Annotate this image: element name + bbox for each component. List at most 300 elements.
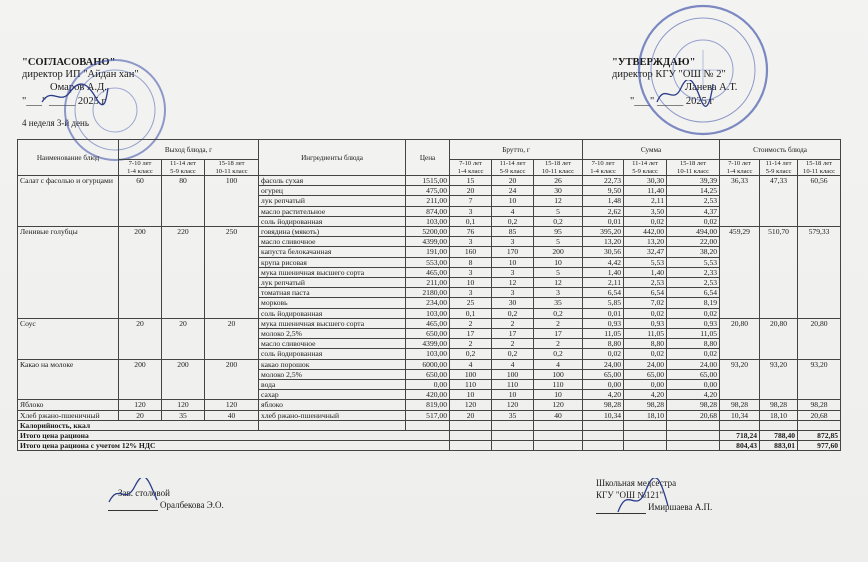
ingredient-sum: 10,34 — [583, 410, 624, 420]
ingredient-sum: 2,53 — [667, 278, 720, 288]
table-row — [18, 359, 841, 369]
ingredient-gross: 76 — [450, 227, 492, 237]
ingredient-gross: 3 — [492, 288, 534, 298]
ingredient-gross: 5 — [534, 267, 583, 277]
ingredient-sum: 1,48 — [583, 196, 624, 206]
dish-cost: 93,20 — [798, 359, 841, 400]
grade-header — [583, 160, 624, 176]
dish-cost: 93,20 — [720, 359, 760, 400]
ingredient-name: мука пшеничная высшего сорта — [259, 318, 406, 328]
grade-age: 15-18 лет — [544, 160, 572, 168]
ingredient-name: мука пшеничная высшего сорта — [259, 267, 406, 277]
col-header-sum: Сумма — [583, 140, 720, 160]
ingredient-name: вода — [259, 380, 406, 390]
seal-right-icon — [628, 2, 778, 142]
dish-cost: 93,20 — [760, 359, 798, 400]
ingredient-sum: 0,01 — [583, 308, 624, 318]
ingredient-gross: 2 — [534, 318, 583, 328]
ingredient-name: соль йодированная — [259, 216, 406, 226]
ingredient-gross: 5 — [534, 237, 583, 247]
empty-cell — [624, 431, 667, 441]
ingredient-price: 465,00 — [406, 318, 450, 328]
grade-age: 15-18 лет — [218, 160, 245, 168]
ingredient-sum: 8,80 — [583, 339, 624, 349]
ingredient-name: фасоль сухая — [259, 176, 406, 186]
empty-cell — [492, 420, 534, 430]
right-approval-date: "___" _____ 2025 г — [630, 96, 714, 107]
ingredient-sum: 11,05 — [624, 329, 667, 339]
dish-yield: 35 — [162, 410, 205, 420]
empty-cell — [624, 441, 667, 451]
total-row-label: Итого цена рациона — [18, 431, 450, 441]
ingredient-price: 517,00 — [406, 410, 450, 420]
grade-header — [624, 160, 667, 176]
grade-header — [798, 160, 841, 176]
ingredient-gross: 3 — [450, 288, 492, 298]
ingredient-name: соль йодированная — [259, 308, 406, 318]
ingredient-price: 103,00 — [406, 349, 450, 359]
ingredient-gross: 0,2 — [534, 216, 583, 226]
ingredient-sum: 8,80 — [667, 339, 720, 349]
total-vat-row — [18, 441, 841, 451]
ingredient-sum: 2,53 — [624, 278, 667, 288]
ingredient-sum: 0,93 — [667, 318, 720, 328]
total-vat-row-value: 883,01 — [760, 441, 798, 451]
ingredient-sum: 11,40 — [624, 186, 667, 196]
empty-cell — [259, 420, 406, 430]
ingredient-price: 650,00 — [406, 329, 450, 339]
dish-cost: 98,28 — [760, 400, 798, 410]
grade-age: 15-18 лет — [679, 160, 707, 168]
total-row-value: 872,85 — [798, 431, 841, 441]
ingredient-sum: 32,47 — [624, 247, 667, 257]
ingredient-price: 420,00 — [406, 390, 450, 400]
dish-yield: 220 — [162, 227, 205, 319]
ingredient-sum: 7,02 — [624, 298, 667, 308]
dish-name: Ленивые голубцы — [18, 227, 119, 319]
ingredient-name: молоко 2,5% — [259, 329, 406, 339]
ingredient-gross: 0,1 — [450, 308, 492, 318]
empty-cell — [667, 441, 720, 451]
ingredient-sum: 3,50 — [624, 206, 667, 216]
ingredient-price: 0,00 — [406, 380, 450, 390]
grade-age: 7-10 лет — [591, 160, 615, 168]
ingredient-name: лук репчатый — [259, 278, 406, 288]
col-header-name: Наименование блюд — [18, 140, 119, 176]
col-header-ingredients: Ингредиенты блюда — [259, 140, 406, 176]
ingredient-gross: 0,2 — [492, 349, 534, 359]
ingredient-sum: 2,62 — [583, 206, 624, 216]
ingredient-sum: 30,56 — [583, 247, 624, 257]
ingredient-gross: 3 — [534, 288, 583, 298]
dish-yield: 200 — [119, 359, 162, 400]
ingredient-gross: 3 — [450, 237, 492, 247]
ingredient-price: 465,00 — [406, 267, 450, 277]
ingredient-price: 553,00 — [406, 257, 450, 267]
dish-yield: 60 — [119, 176, 162, 227]
dish-yield: 120 — [119, 400, 162, 410]
ingredient-gross: 7 — [450, 196, 492, 206]
dish-cost: 60,56 — [798, 176, 841, 227]
signature-right-icon — [655, 80, 715, 108]
ingredient-gross: 170 — [492, 247, 534, 257]
empty-cell — [534, 441, 583, 451]
dish-yield: 40 — [205, 410, 259, 420]
ingredient-gross: 120 — [534, 400, 583, 410]
dish-name: Яблоко — [18, 400, 119, 410]
ingredient-gross: 120 — [492, 400, 534, 410]
signature-footer-left-icon — [105, 478, 165, 508]
left-approval-name: Омаров А.Д. — [50, 82, 107, 93]
ingredient-gross: 17 — [492, 329, 534, 339]
col-header-gross: Брутто, г — [450, 140, 583, 160]
ingredient-gross: 17 — [450, 329, 492, 339]
dish-cost: 18,10 — [760, 410, 798, 420]
ingredient-price: 211,00 — [406, 278, 450, 288]
grade-class: 10-11 класс — [542, 167, 575, 175]
ingredient-gross: 30 — [534, 186, 583, 196]
signature-footer-right-icon — [612, 478, 672, 518]
ingredient-gross: 17 — [534, 329, 583, 339]
ingredient-gross: 110 — [450, 380, 492, 390]
ingredient-gross: 40 — [534, 410, 583, 420]
total-row — [18, 431, 841, 441]
empty-cell — [450, 420, 492, 430]
dish-yield: 20 — [162, 318, 205, 359]
ingredient-gross: 200 — [534, 247, 583, 257]
ingredient-gross: 10 — [492, 257, 534, 267]
dish-cost: 98,28 — [720, 400, 760, 410]
ingredient-sum: 0,02 — [624, 216, 667, 226]
grade-header — [534, 160, 583, 176]
ingredient-sum: 5,53 — [667, 257, 720, 267]
ingredient-sum: 4,20 — [624, 390, 667, 400]
ingredient-gross: 0,2 — [492, 216, 534, 226]
ingredient-price: 874,00 — [406, 206, 450, 216]
ingredient-sum: 18,10 — [624, 410, 667, 420]
dish-name: Салат с фасолью и огурцами — [18, 176, 119, 227]
ingredient-price: 103,00 — [406, 308, 450, 318]
footer-left-line — [108, 510, 158, 511]
left-approval-position: директор ИП "Айдан хан" — [22, 69, 139, 80]
grade-class: 1-4 класс — [127, 167, 153, 175]
grade-header — [667, 160, 720, 176]
dish-yield: 80 — [162, 176, 205, 227]
dish-name: Соус — [18, 318, 119, 359]
ingredient-gross: 10 — [534, 257, 583, 267]
dish-yield: 250 — [205, 227, 259, 319]
ingredient-name: огурец — [259, 186, 406, 196]
dish-name: Хлеб ржано-пшеничный — [18, 410, 119, 420]
ingredient-price: 211,00 — [406, 196, 450, 206]
empty-cell — [406, 420, 450, 430]
ingredient-gross: 3 — [450, 267, 492, 277]
grade-age: 11-14 лет — [632, 160, 658, 168]
empty-cell — [583, 420, 624, 430]
ingredient-sum: 0,00 — [667, 380, 720, 390]
ingredient-gross: 4 — [492, 206, 534, 216]
empty-cell — [624, 420, 667, 430]
ingredient-sum: 65,00 — [667, 369, 720, 379]
empty-cell — [583, 431, 624, 441]
ingredient-sum: 24,00 — [667, 359, 720, 369]
ingredient-sum: 0,93 — [624, 318, 667, 328]
ingredient-sum: 6,54 — [624, 288, 667, 298]
empty-cell — [534, 420, 583, 430]
ingredient-gross: 0,2 — [534, 308, 583, 318]
ingredient-name: хлеб ржано-пшеничный — [259, 410, 406, 420]
ingredient-gross: 12 — [492, 278, 534, 288]
col-header-price: Цена — [406, 140, 450, 176]
menu-table — [17, 139, 841, 451]
dish-cost: 20,80 — [720, 318, 760, 359]
grade-class: 1-4 класс — [726, 167, 753, 175]
total-row-value: 788,40 — [760, 431, 798, 441]
ingredient-price: 2180,00 — [406, 288, 450, 298]
dish-cost: 579,33 — [798, 227, 841, 319]
ingredient-price: 650,00 — [406, 369, 450, 379]
ingredient-sum: 4,20 — [667, 390, 720, 400]
ingredient-sum: 30,30 — [624, 176, 667, 186]
dish-yield: 200 — [119, 227, 162, 319]
ingredient-sum: 22,00 — [667, 237, 720, 247]
ingredient-sum: 2,53 — [667, 196, 720, 206]
ingredient-price: 5200,00 — [406, 227, 450, 237]
ingredient-price: 475,00 — [406, 186, 450, 196]
ingredient-gross: 160 — [450, 247, 492, 257]
ingredient-sum: 98,28 — [583, 400, 624, 410]
ingredient-sum: 65,00 — [624, 369, 667, 379]
ingredient-name: крупа рисовая — [259, 257, 406, 267]
ingredient-sum: 0,02 — [667, 349, 720, 359]
week-day-label: 4 неделя 3-й день — [22, 118, 89, 128]
ingredient-gross: 110 — [534, 380, 583, 390]
ingredient-sum: 1,40 — [624, 267, 667, 277]
ingredient-gross: 0,2 — [534, 349, 583, 359]
ingredient-gross: 110 — [492, 380, 534, 390]
ingredient-sum: 442,00 — [624, 227, 667, 237]
ingredient-sum: 98,28 — [624, 400, 667, 410]
dish-yield: 120 — [205, 400, 259, 410]
ingredient-name: капуста белокачанная — [259, 247, 406, 257]
ingredient-price: 1515,00 — [406, 176, 450, 186]
ingredient-sum: 2,11 — [583, 278, 624, 288]
left-approval-date: "___" _____ 2025 г — [22, 96, 106, 107]
ingredient-name: лук репчатый — [259, 196, 406, 206]
ingredient-gross: 0,2 — [492, 308, 534, 318]
footer-right-name: Имиршаева А.П. — [648, 502, 713, 512]
ingredient-gross: 100 — [492, 369, 534, 379]
dish-cost: 98,28 — [798, 400, 841, 410]
table-row — [18, 227, 841, 237]
ingredient-gross: 25 — [450, 298, 492, 308]
grade-age: 11-14 лет — [499, 160, 526, 168]
dish-yield: 100 — [205, 176, 259, 227]
dish-cost: 20,80 — [798, 318, 841, 359]
ingredient-gross: 4 — [450, 359, 492, 369]
grade-age: 7-10 лет — [459, 160, 482, 168]
grade-class: 5-9 класс — [499, 167, 526, 175]
ingredient-sum: 98,28 — [667, 400, 720, 410]
empty-cell — [492, 441, 534, 451]
ingredient-sum: 5,53 — [624, 257, 667, 267]
ingredient-gross: 30 — [492, 298, 534, 308]
footer-right-role: Школьная медсестра — [596, 478, 677, 488]
ingredient-gross: 10 — [534, 390, 583, 400]
ingredient-gross: 10 — [450, 390, 492, 400]
right-approval-name: Ланева А.Т. — [685, 82, 738, 93]
ingredient-name: соль йодированная — [259, 349, 406, 359]
signature-left-icon — [40, 82, 110, 108]
ingredient-gross: 2 — [534, 339, 583, 349]
ingredient-sum: 0,02 — [667, 308, 720, 318]
empty-cell — [534, 431, 583, 441]
footer-left-role: Зав. столовой — [118, 488, 170, 498]
ingredient-sum: 4,42 — [583, 257, 624, 267]
ingredient-sum: 38,20 — [667, 247, 720, 257]
ingredient-sum: 0,01 — [583, 216, 624, 226]
dish-yield: 20 — [119, 318, 162, 359]
dish-cost: 10,34 — [720, 410, 760, 420]
ingredient-sum: 8,80 — [624, 339, 667, 349]
ingredient-gross: 3 — [450, 206, 492, 216]
ingredient-sum: 9,50 — [583, 186, 624, 196]
ingredient-sum: 0,02 — [667, 216, 720, 226]
calories-row — [18, 420, 841, 430]
grade-header — [162, 160, 205, 176]
empty-cell — [667, 420, 720, 430]
ingredient-sum: 11,05 — [583, 329, 624, 339]
dish-yield: 200 — [162, 359, 205, 400]
ingredient-gross: 8 — [450, 257, 492, 267]
total-vat-row-value: 977,60 — [798, 441, 841, 451]
ingredient-gross: 100 — [450, 369, 492, 379]
grade-class: 1-4 класс — [590, 167, 616, 175]
total-vat-row-value: 804,43 — [720, 441, 760, 451]
ingredient-sum: 2,33 — [667, 267, 720, 277]
ingredient-name: яблоко — [259, 400, 406, 410]
dish-cost: 510,70 — [760, 227, 798, 319]
col-header-yield: Выход блюда, г — [119, 140, 259, 160]
grade-class: 5-9 класс — [632, 167, 658, 175]
grade-header — [119, 160, 162, 176]
dish-cost: 459,29 — [720, 227, 760, 319]
ingredient-name: говядина (мякоть) — [259, 227, 406, 237]
ingredient-gross: 20 — [450, 186, 492, 196]
ingredient-sum: 0,02 — [624, 308, 667, 318]
grade-age: 11-14 лет — [170, 160, 196, 168]
ingredient-sum: 0,00 — [624, 380, 667, 390]
dish-yield: 120 — [162, 400, 205, 410]
ingredient-sum: 0,02 — [624, 349, 667, 359]
table-row — [18, 318, 841, 328]
grade-class: 10-11 класс — [803, 167, 836, 175]
ingredient-gross: 3 — [492, 237, 534, 247]
ingredient-sum: 20,68 — [667, 410, 720, 420]
ingredient-name: масло сливочное — [259, 237, 406, 247]
dish-cost: 20,68 — [798, 410, 841, 420]
ingredient-sum: 65,00 — [583, 369, 624, 379]
ingredient-gross: 5 — [534, 206, 583, 216]
dish-cost: 20,80 — [760, 318, 798, 359]
ingredient-sum: 5,85 — [583, 298, 624, 308]
empty-cell — [583, 441, 624, 451]
grade-class: 5-9 класс — [170, 167, 196, 175]
table-row — [18, 400, 841, 410]
grade-header — [760, 160, 798, 176]
grade-header — [492, 160, 534, 176]
ingredient-price: 191,00 — [406, 247, 450, 257]
ingredient-sum: 4,20 — [583, 390, 624, 400]
right-approval-position: директор КГУ "ОШ № 2" — [612, 69, 726, 80]
ingredient-price: 819,00 — [406, 400, 450, 410]
empty-cell — [492, 431, 534, 441]
calories-label: Калорийность, ккал — [18, 420, 259, 430]
ingredient-gross: 12 — [534, 278, 583, 288]
ingredient-price: 234,00 — [406, 298, 450, 308]
table-row — [18, 410, 841, 420]
right-approval-title: "УТВЕРЖДАЮ" — [612, 57, 696, 68]
ingredient-gross: 95 — [534, 227, 583, 237]
ingredient-gross: 0,1 — [450, 216, 492, 226]
table-row — [18, 176, 841, 186]
ingredient-sum: 0,00 — [583, 380, 624, 390]
ingredient-gross: 35 — [534, 298, 583, 308]
ingredient-gross: 10 — [450, 278, 492, 288]
ingredient-gross: 10 — [492, 196, 534, 206]
ingredient-gross: 26 — [534, 176, 583, 186]
grade-age: 15-18 лет — [805, 160, 833, 168]
footer-left-name: Оралбекова Э.О. — [160, 500, 224, 510]
ingredient-gross: 4 — [492, 359, 534, 369]
ingredient-sum: 4,37 — [667, 206, 720, 216]
grade-class: 10-11 класс — [215, 167, 248, 175]
dish-yield: 20 — [205, 318, 259, 359]
ingredient-sum: 494,00 — [667, 227, 720, 237]
ingredient-price: 4399,00 — [406, 339, 450, 349]
ingredient-gross: 4 — [534, 359, 583, 369]
grade-class: 1-4 класс — [457, 167, 484, 175]
empty-cell — [450, 441, 492, 451]
ingredient-gross: 10 — [492, 390, 534, 400]
grade-age: 7-10 лет — [728, 160, 751, 168]
ingredient-sum: 24,00 — [624, 359, 667, 369]
ingredient-sum: 22,73 — [583, 176, 624, 186]
grade-class: 10-11 класс — [677, 167, 710, 175]
ingredient-sum: 0,02 — [583, 349, 624, 359]
dish-name: Какао на молоке — [18, 359, 119, 400]
ingredient-sum: 2,11 — [624, 196, 667, 206]
ingredient-sum: 8,19 — [667, 298, 720, 308]
dish-yield: 200 — [205, 359, 259, 400]
empty-cell — [450, 431, 492, 441]
dish-cost: 47,33 — [760, 176, 798, 227]
empty-cell — [667, 431, 720, 441]
col-header-cost: Стоимость блюда — [720, 140, 841, 160]
ingredient-name: какао порошок — [259, 359, 406, 369]
ingredient-name: томатная паста — [259, 288, 406, 298]
ingredient-sum: 24,00 — [583, 359, 624, 369]
ingredient-gross: 12 — [534, 196, 583, 206]
ingredient-gross: 35 — [492, 410, 534, 420]
grade-header — [450, 160, 492, 176]
ingredient-name: сахар — [259, 390, 406, 400]
grade-age: 7-10 лет — [128, 160, 152, 168]
ingredient-sum: 13,20 — [624, 237, 667, 247]
ingredient-gross: 15 — [450, 176, 492, 186]
ingredient-gross: 2 — [492, 339, 534, 349]
ingredient-gross: 2 — [450, 339, 492, 349]
